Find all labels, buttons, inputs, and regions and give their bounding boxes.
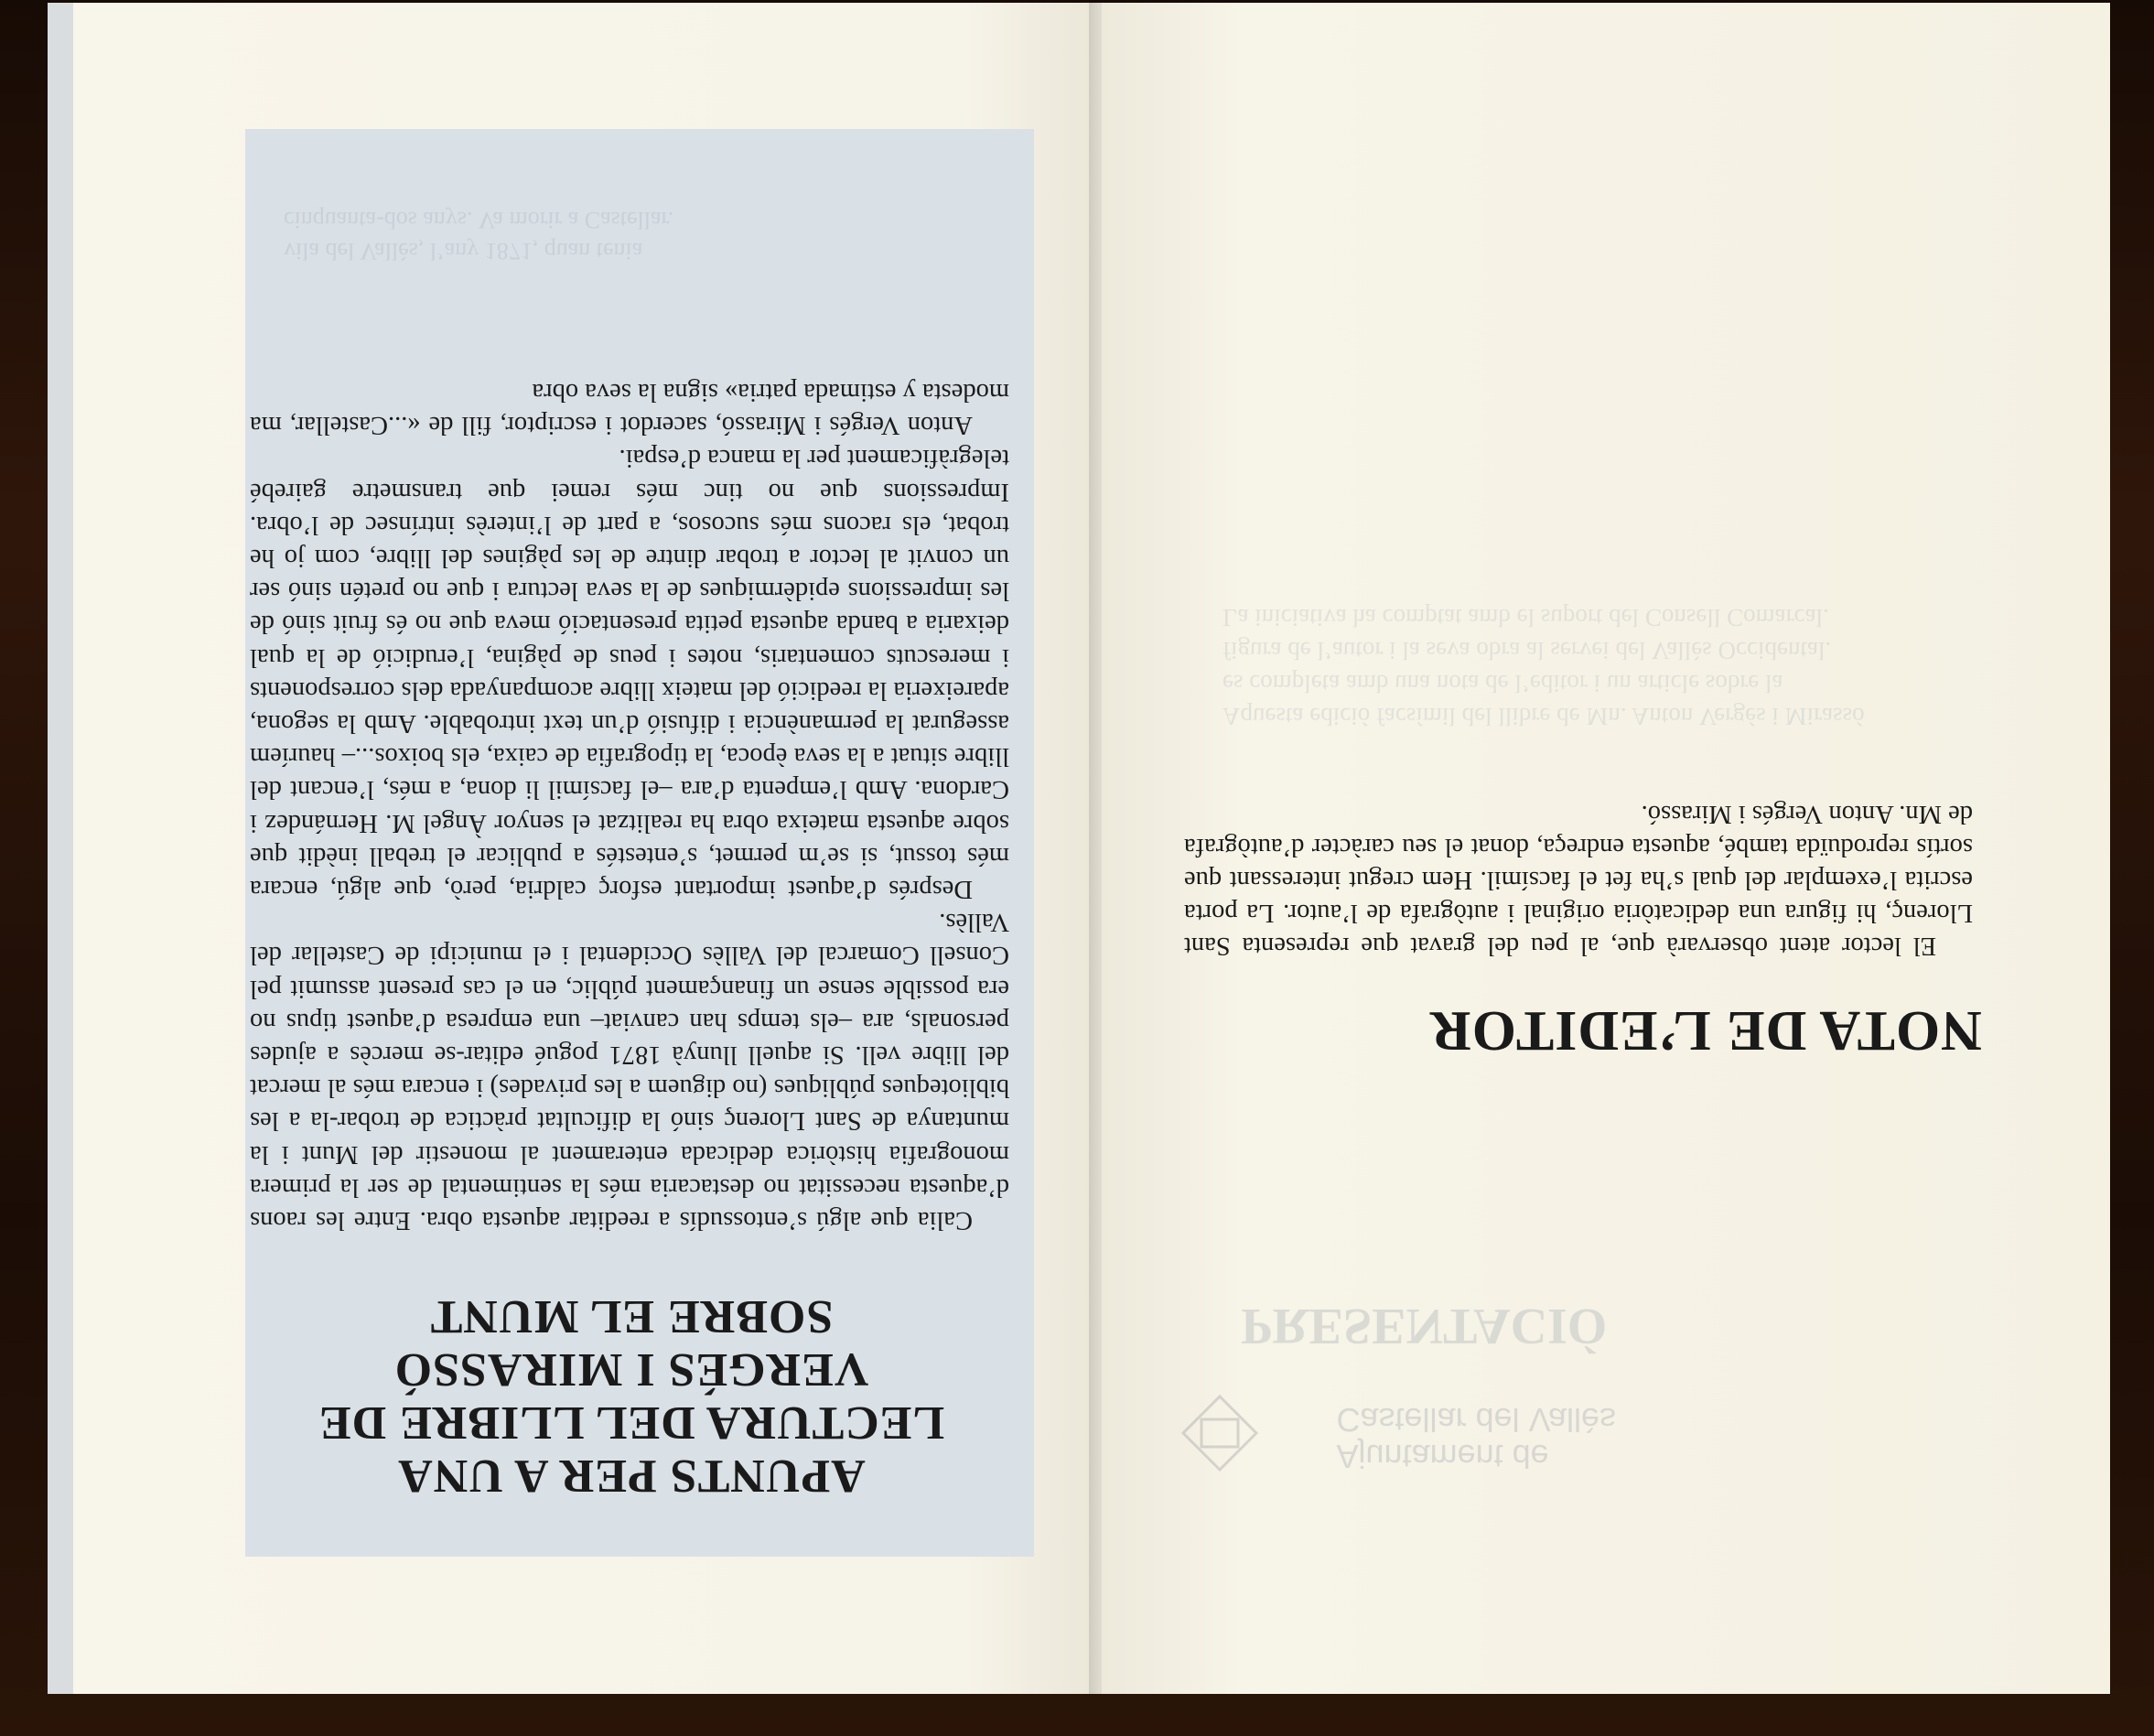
left-page xyxy=(1089,3,2110,1694)
show-through-line: La iniciativa ha comptat amb el suport del Consell Comarcal. xyxy=(1222,604,1829,631)
editor-note-body xyxy=(1184,797,1973,962)
article-paragraph: Anton Vergés i Mirassó, sacerdot i escriptor, fill de «...Castellar, ma modesta y estimada patria» signa la seva obra xyxy=(250,377,1009,440)
right-page xyxy=(73,3,1089,1694)
show-through-line: figura de l’autor i la seva obra al servei del Vallès Occidental. xyxy=(1222,637,1832,664)
show-through-text-right xyxy=(284,204,979,266)
show-through-logo-line: Ajuntament de xyxy=(1336,1438,1549,1475)
editor-note-paragraph: El lector atent observarà que, al peu del gravat que representa Sant Llorenç, hi figura una dedicatòria original i autògrafa de l’autor. La porta escrita l’exemplar del qual s’ha fet el facsímil. Hem cregut interessant que sortís reproduïda també, aquesta endreça, donat el seu caràcter d’autògrafa de Mn. Anton Vergés i Mirassó. xyxy=(1184,800,1973,960)
show-through-logo-line: Castellar del Vallès xyxy=(1336,1401,1616,1439)
show-through-text xyxy=(1222,601,2009,733)
article-title-line: LECTURA DEL LLIBRE DE xyxy=(318,1396,945,1449)
article-paragraph: Calia que algú s’entossudís a reeditar aquesta obra. Entre les raons d’aquesta necessitat no destacaria més la sentimental de ser la primera monografia històrica dedicada enterament al monestir del Munt i la muntanya de Sant Llorenç sinó la dificultat pràctica de trobar-la a les biblioteques públiques (no diguem a les privades) i encara més al mercat del llibre vell. Si aquell llunyà 1871 pogué editar-se mercès a ajudes personals, ara –els temps han canviat– una empresa d’aquest tipus no era possible sense un finançament públic, en el cas present assumit pel Consell Comarcal del Vallès Occidental i el municipi de Castellar del Vallès. xyxy=(250,908,1009,1235)
show-through-logo-text xyxy=(1337,1401,1616,1474)
article-body xyxy=(250,375,1009,1236)
article-title xyxy=(284,1289,979,1502)
article-paragraph: Després d’aquest important esforç caldria, però, que algú, encara més tossut, si se’m permet, s’entestés a publicar el treball inèdit que sobre aquesta mateixa obra ha realitzat el senyor Àngel M. Hernández i Cardona. Amb l’empenta d’ara –el facsímil li dona, a més, l’encant del llibre situat a la seva època, la tipografia de caixa, els boixos...– hauríem assegurat la permanència i difusió d’un text introbable. Amb la segona, apareixeria la reedició del mateix llibre acompanyada dels corresponents i merescuts comentaris, notes i peus de pàgina, l’erudició de la qual deixaria a banda aquesta petita presentació meva que no és fruit sinó de les impressions epidèrmiques de la seva lectura i que no pretén sinó ser un convit al lector a trobar dintre de les pàgines del llibre, com jo he trobat, els racons més sucosos, a part de l’interès intrínsec de l’obra. Impressions que no tinc més remei que transmetre gairebé telegràficament per la manca d’espai. xyxy=(250,444,1009,903)
show-through-line: es completa amb una nota de l’editor i un article sobre la xyxy=(1222,670,1783,697)
show-through-line: Aquesta edició facsímil del llibre de Mn. Anton Vergés i Mirassó xyxy=(1222,703,1865,730)
next-page-edge xyxy=(48,3,73,1694)
article-title-line: APUNTS PER A UNA xyxy=(397,1450,866,1502)
article-title-line: SOBRE EL MUNT xyxy=(429,1290,834,1342)
show-through-line: cinquanta-dos anys. Va morir a Castellar. xyxy=(284,207,674,233)
editor-note-title: NOTA DE L’EDITOR xyxy=(1428,999,1982,1062)
show-through-heading: PRESENTACIÓ xyxy=(1241,1298,1608,1354)
article-title-line: VERGÉS I MIRASSÓ xyxy=(393,1343,869,1396)
town-hall-logo-icon xyxy=(1179,1383,1261,1474)
show-through-line: vila del Vallès, l’any 1871, quan tenia xyxy=(284,238,643,264)
